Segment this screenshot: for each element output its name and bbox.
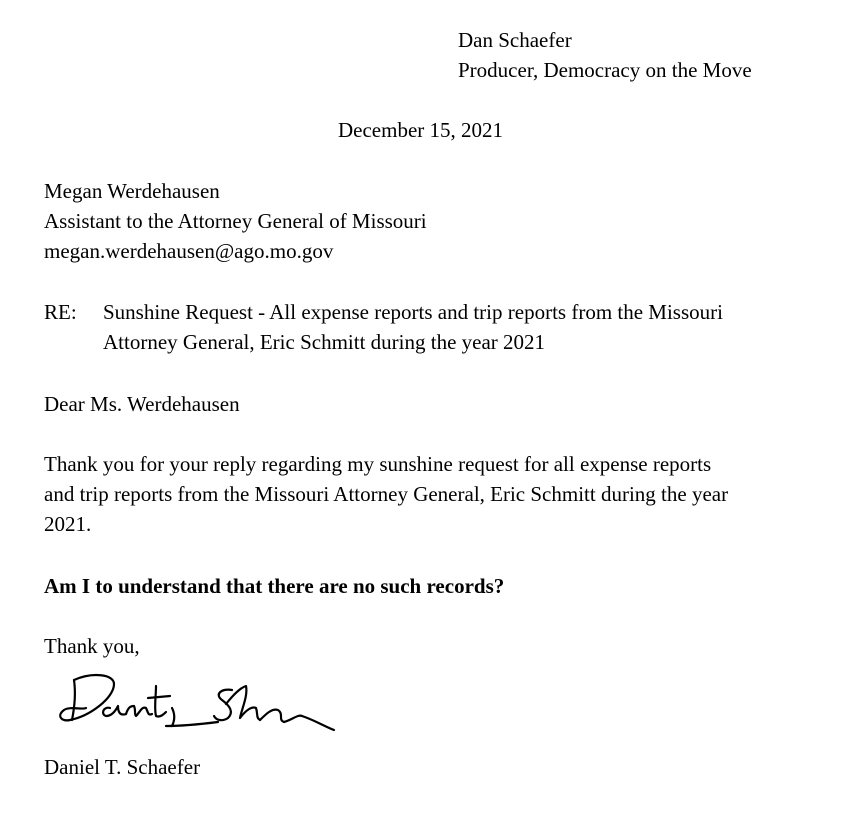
recipient-title: Assistant to the Attorney General of Missouri [44,209,427,233]
body-line-1: Thank you for your reply regarding my sunshine request for all expense reports [44,452,712,476]
letter-date: December 15, 2021 [338,118,504,142]
sender-name: Dan Schaefer [458,28,572,52]
body-line-2: and trip reports from the Missouri Attorney General, Eric Schmitt during the year [44,482,729,506]
body-paragraph [44,449,804,539]
question-text: Am I to understand that there are no such records? [44,574,505,598]
salutation: Dear Ms. Werdehausen [44,392,240,416]
body-line-3: 2021. [44,512,92,536]
subject-text [103,297,803,357]
sender-title: Producer, Democracy on the Move [458,58,752,82]
printed-name: Daniel T. Schaefer [44,755,201,779]
sender-block [458,25,752,85]
recipient-name: Megan Werdehausen [44,179,220,203]
subject-line-1: Sunshine Request - All expense reports and trip reports from the Missouri [103,300,723,324]
recipient-email: megan.werdehausen@ago.mo.gov [44,239,334,263]
subject-line-2: Attorney General, Eric Schmitt during the year 2021 [103,330,546,354]
subject-label: RE: [44,300,77,324]
closing-text: Thank you, [44,634,140,658]
handwritten-signature [52,664,342,744]
recipient-block [44,176,427,266]
